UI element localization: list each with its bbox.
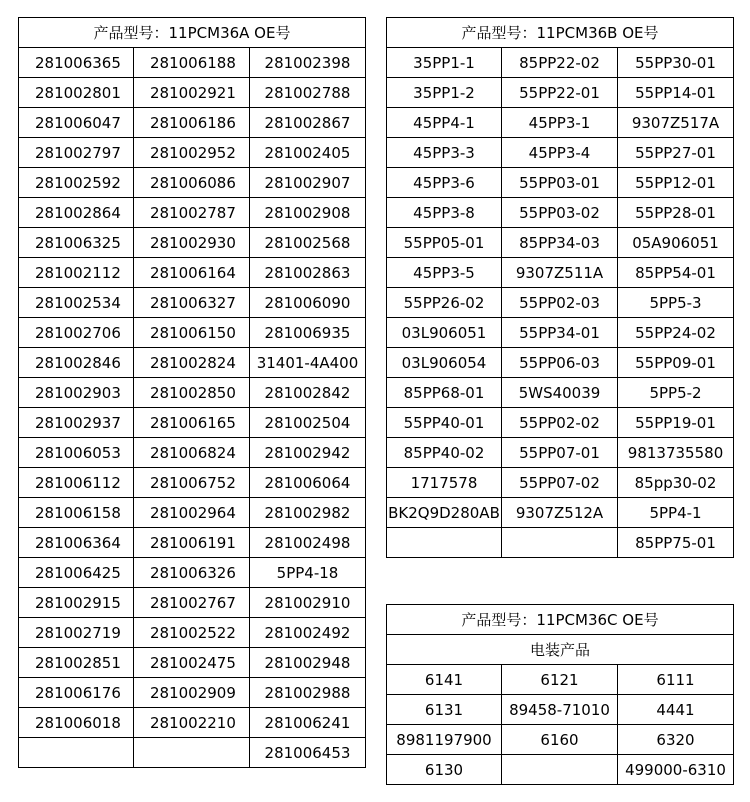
table-cell: 281002824 <box>134 348 250 378</box>
oe-table-11pcm36b <box>386 17 734 558</box>
table-cell: 281002909 <box>134 678 250 708</box>
table-row <box>387 408 734 438</box>
table-cell: 281002522 <box>134 618 250 648</box>
table-cell: 55PP27-01 <box>618 138 734 168</box>
table-cell <box>502 755 618 785</box>
table-cell: 5WS40039 <box>502 378 618 408</box>
table-cell: 281006186 <box>134 108 250 138</box>
table-row <box>387 725 734 755</box>
table-cell: 281002937 <box>19 408 134 438</box>
table-cell: 55PP40-01 <box>387 408 502 438</box>
table-cell: 281006425 <box>19 558 134 588</box>
table-cell: 281002988 <box>250 678 366 708</box>
table-cell: 85PP40-02 <box>387 438 502 468</box>
table-cell: 281006327 <box>134 288 250 318</box>
table-row <box>19 558 366 588</box>
table-cell: 281002921 <box>134 78 250 108</box>
table-cell: 05A906051 <box>618 228 734 258</box>
table-cell: 281002475 <box>134 648 250 678</box>
table-cell <box>387 528 502 558</box>
table-header-row <box>387 18 734 48</box>
table-cell: 55PP14-01 <box>618 78 734 108</box>
table-cell: 281006326 <box>134 558 250 588</box>
table-cell: 281002942 <box>250 438 366 468</box>
table-cell: 55PP07-02 <box>502 468 618 498</box>
table-cell: 31401-4A400 <box>250 348 366 378</box>
table-cell: 281002504 <box>250 408 366 438</box>
table-cell: 281002867 <box>250 108 366 138</box>
table-cell: 55PP09-01 <box>618 348 734 378</box>
table-row <box>387 48 734 78</box>
table-row <box>387 288 734 318</box>
table-cell: 55PP24-02 <box>618 318 734 348</box>
table-row <box>19 168 366 198</box>
table-cell: 281006064 <box>250 468 366 498</box>
table-row <box>19 348 366 378</box>
table-cell: 281002964 <box>134 498 250 528</box>
table-cell: 55PP06-03 <box>502 348 618 378</box>
table-cell: 6320 <box>618 725 734 755</box>
table-row <box>19 408 366 438</box>
table-row <box>19 288 366 318</box>
table-cell: 03L906054 <box>387 348 502 378</box>
table-row <box>19 198 366 228</box>
table-cell: 281002801 <box>19 78 134 108</box>
table-cell: 6131 <box>387 695 502 725</box>
table-row <box>19 708 366 738</box>
table-row <box>19 618 366 648</box>
table-cell: 4441 <box>618 695 734 725</box>
table-cell: 281002915 <box>19 588 134 618</box>
table-cell: 45PP4-1 <box>387 108 502 138</box>
table-cell: 281006325 <box>19 228 134 258</box>
table-row <box>19 438 366 468</box>
table-cell: 281002112 <box>19 258 134 288</box>
table-title: 产品型号：11PCM36C OE号 <box>387 605 734 635</box>
table-header-row <box>387 605 734 635</box>
oe-table-11pcm36a <box>18 17 366 768</box>
table-cell: 55PP19-01 <box>618 408 734 438</box>
table-cell: 281002788 <box>250 78 366 108</box>
table-row <box>387 78 734 108</box>
table-cell: 281002210 <box>134 708 250 738</box>
table-cell: 281006752 <box>134 468 250 498</box>
table-cell: 281002952 <box>134 138 250 168</box>
table-cell: 55PP34-01 <box>502 318 618 348</box>
table-row <box>387 198 734 228</box>
table-row <box>387 438 734 468</box>
table-cell: 55PP28-01 <box>618 198 734 228</box>
table-row <box>387 108 734 138</box>
table-cell: 6130 <box>387 755 502 785</box>
table-row <box>19 78 366 108</box>
table-cell: 499000-6310 <box>618 755 734 785</box>
table-cell: 89458-71010 <box>502 695 618 725</box>
table-cell: 281006191 <box>134 528 250 558</box>
table-cell: 85PP54-01 <box>618 258 734 288</box>
table-row <box>19 108 366 138</box>
table-cell: 45PP3-1 <box>502 108 618 138</box>
table-cell: 45PP3-5 <box>387 258 502 288</box>
table-cell: 55PP22-01 <box>502 78 618 108</box>
table-cell: 45PP3-4 <box>502 138 618 168</box>
table-cell: 55PP30-01 <box>618 48 734 78</box>
table-cell: 55PP02-03 <box>502 288 618 318</box>
table-cell: 85PP34-03 <box>502 228 618 258</box>
table-cell: 55PP26-02 <box>387 288 502 318</box>
table-cell: 281006164 <box>134 258 250 288</box>
table-cell: 281002592 <box>19 168 134 198</box>
table-cell: 281002405 <box>250 138 366 168</box>
table-cell: 281002797 <box>19 138 134 168</box>
table-cell: 281002903 <box>19 378 134 408</box>
table-row <box>387 498 734 528</box>
table-cell: 281006086 <box>134 168 250 198</box>
table-title: 产品型号：11PCM36B OE号 <box>387 18 734 48</box>
table-row <box>387 378 734 408</box>
table-cell: 1717578 <box>387 468 502 498</box>
table-row <box>387 258 734 288</box>
table-cell: 281002850 <box>134 378 250 408</box>
table-cell: 6160 <box>502 725 618 755</box>
table-subheader-row <box>387 635 734 665</box>
table-row <box>387 468 734 498</box>
table-cell: 281006112 <box>19 468 134 498</box>
table-cell: 281002719 <box>19 618 134 648</box>
table-cell: 281006158 <box>19 498 134 528</box>
table-cell: 281006365 <box>19 48 134 78</box>
table-cell: 281006165 <box>134 408 250 438</box>
table-row <box>387 755 734 785</box>
table-row <box>19 468 366 498</box>
table-cell: 5PP4-18 <box>250 558 366 588</box>
oe-table-11pcm36c <box>386 604 734 785</box>
table-cell: 281006053 <box>19 438 134 468</box>
table-cell: 281006047 <box>19 108 134 138</box>
table-row <box>387 665 734 695</box>
table-cell: 281006364 <box>19 528 134 558</box>
table-row <box>387 138 734 168</box>
table-cell: 281006018 <box>19 708 134 738</box>
table-cell: 281002846 <box>19 348 134 378</box>
table-cell: 45PP3-8 <box>387 198 502 228</box>
table-cell: 55PP03-01 <box>502 168 618 198</box>
table-row <box>387 318 734 348</box>
table-cell: 281002398 <box>250 48 366 78</box>
table-cell: 6121 <box>502 665 618 695</box>
table-row <box>19 738 366 768</box>
table-cell: 281002767 <box>134 588 250 618</box>
table-row <box>19 378 366 408</box>
table-cell: 8981197900 <box>387 725 502 755</box>
table-row <box>19 528 366 558</box>
table-cell: 55PP07-01 <box>502 438 618 468</box>
table-cell: 281006241 <box>250 708 366 738</box>
table-cell: 281006176 <box>19 678 134 708</box>
table-row <box>387 695 734 725</box>
table-cell: 6141 <box>387 665 502 695</box>
table-cell: 85PP22-02 <box>502 48 618 78</box>
table-cell: 9307Z517A <box>618 108 734 138</box>
table-cell: 281002930 <box>134 228 250 258</box>
table-row <box>19 48 366 78</box>
table-row <box>387 348 734 378</box>
table-cell: 9813735580 <box>618 438 734 468</box>
table-cell: 281002568 <box>250 228 366 258</box>
table-row <box>387 168 734 198</box>
table-cell: 85PP75-01 <box>618 528 734 558</box>
table-row <box>19 318 366 348</box>
table-cell: 281002948 <box>250 648 366 678</box>
table-cell: 03L906051 <box>387 318 502 348</box>
table-cell: 9307Z512A <box>502 498 618 528</box>
table-cell: 281002864 <box>19 198 134 228</box>
table-row <box>19 648 366 678</box>
table-cell <box>19 738 134 768</box>
table-cell: 281002842 <box>250 378 366 408</box>
table-cell: 281006824 <box>134 438 250 468</box>
table-cell: 281002863 <box>250 258 366 288</box>
table-title: 产品型号：11PCM36A OE号 <box>19 18 366 48</box>
table-header-row <box>19 18 366 48</box>
table-row <box>19 498 366 528</box>
table-cell: 281002492 <box>250 618 366 648</box>
table-cell: 35PP1-2 <box>387 78 502 108</box>
table-cell: 45PP3-6 <box>387 168 502 198</box>
table-row <box>19 678 366 708</box>
table-cell: 281002908 <box>250 198 366 228</box>
table-cell: BK2Q9D280AB <box>387 498 502 528</box>
table-cell: 35PP1-1 <box>387 48 502 78</box>
table-cell: 281002534 <box>19 288 134 318</box>
table-cell: 5PP5-3 <box>618 288 734 318</box>
table-row <box>19 588 366 618</box>
table-cell: 281002851 <box>19 648 134 678</box>
table-cell <box>502 528 618 558</box>
table-cell: 6111 <box>618 665 734 695</box>
table-cell: 281002706 <box>19 318 134 348</box>
table-row <box>19 258 366 288</box>
table-subtitle: 电装产品 <box>387 635 734 665</box>
table-cell: 281006188 <box>134 48 250 78</box>
table-cell: 55PP03-02 <box>502 198 618 228</box>
table-cell: 5PP4-1 <box>618 498 734 528</box>
table-cell: 281006150 <box>134 318 250 348</box>
table-cell: 55PP05-01 <box>387 228 502 258</box>
table-cell: 281002910 <box>250 588 366 618</box>
table-row <box>387 528 734 558</box>
table-row <box>387 228 734 258</box>
table-cell: 9307Z511A <box>502 258 618 288</box>
table-cell: 281002982 <box>250 498 366 528</box>
table-cell: 55PP12-01 <box>618 168 734 198</box>
table-row <box>19 138 366 168</box>
table-cell: 85PP68-01 <box>387 378 502 408</box>
table-cell: 281006453 <box>250 738 366 768</box>
table-cell: 281002787 <box>134 198 250 228</box>
table-row <box>19 228 366 258</box>
table-cell <box>134 738 250 768</box>
table-cell: 5PP5-2 <box>618 378 734 408</box>
table-cell: 281006090 <box>250 288 366 318</box>
table-cell: 281002498 <box>250 528 366 558</box>
table-cell: 281006935 <box>250 318 366 348</box>
table-cell: 55PP02-02 <box>502 408 618 438</box>
table-cell: 85pp30-02 <box>618 468 734 498</box>
table-cell: 281002907 <box>250 168 366 198</box>
table-cell: 45PP3-3 <box>387 138 502 168</box>
